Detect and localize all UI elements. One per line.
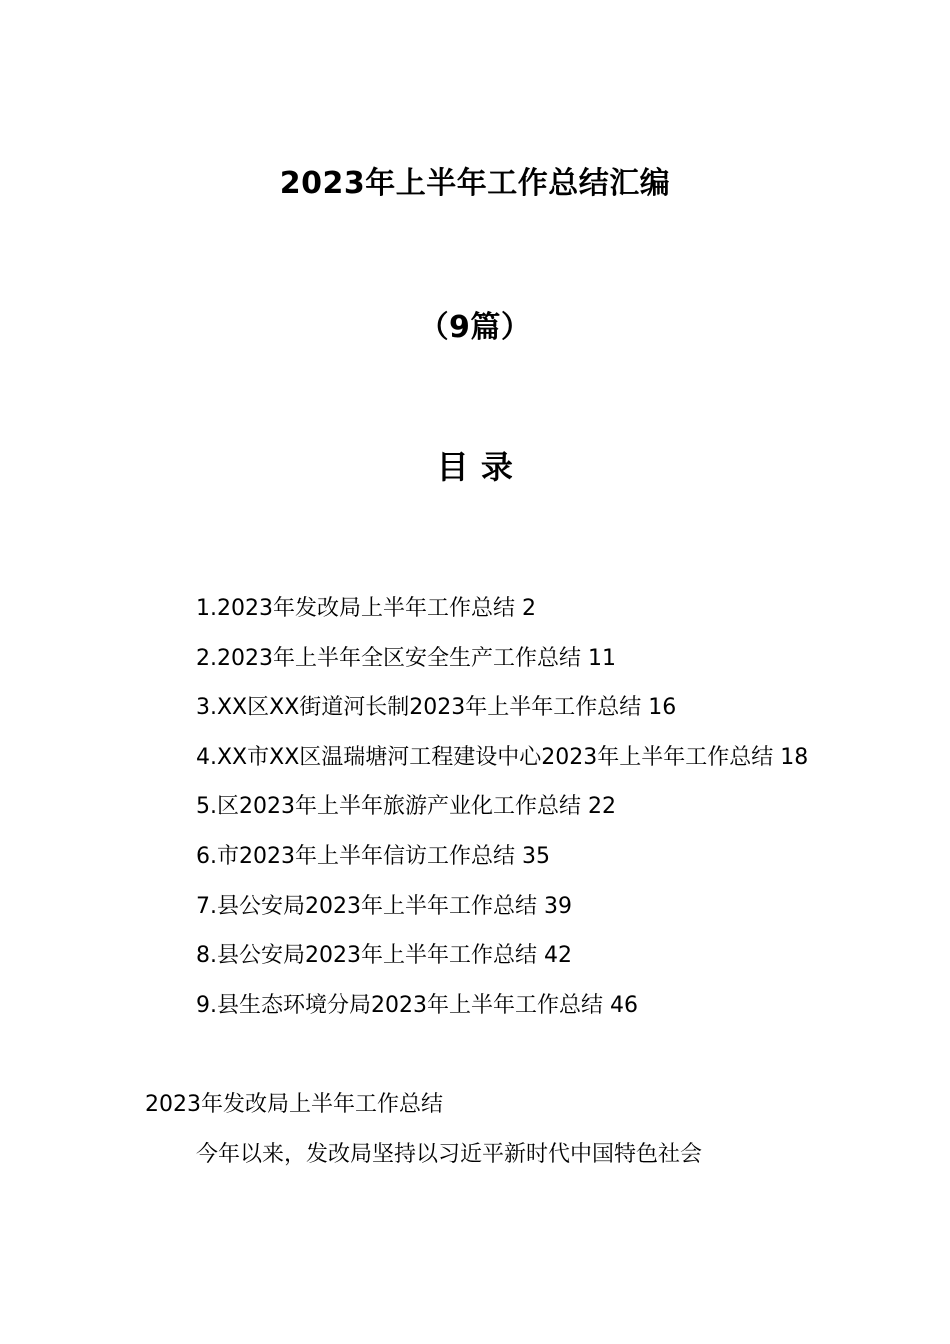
toc-item: 6.市2023年上半年信访工作总结 35 (196, 843, 550, 869)
document-title: 2023年上半年工作总结汇编 (279, 166, 671, 201)
toc-heading: 目 录 (436, 448, 514, 486)
toc-item: 5.区2023年上半年旅游产业化工作总结 22 (196, 794, 616, 820)
toc-item: 9.县生态环境分局2023年上半年工作总结 46 (196, 992, 638, 1018)
toc-item: 3.XX区XX街道河长制2023年上半年工作总结 16 (196, 695, 677, 721)
document-count: （9篇） (418, 310, 532, 345)
toc-item: 4.XX市XX区温瑞塘河工程建设中心2023年上半年工作总结 18 (196, 744, 809, 770)
section-title: 2023年发改局上半年工作总结 (145, 1092, 443, 1117)
toc-item: 8.县公安局2023年上半年工作总结 42 (196, 943, 572, 969)
table-of-contents (145, 584, 810, 1030)
toc-item: 2.2023年上半年全区安全生产工作总结 11 (196, 645, 616, 671)
toc-item: 7.县公安局2023年上半年工作总结 39 (196, 893, 572, 919)
toc-item: 1.2023年发改局上半年工作总结 2 (196, 596, 536, 621)
body-paragraph: 今年以来，发改局坚持以习近平新时代中国特色社会 (196, 1142, 703, 1167)
